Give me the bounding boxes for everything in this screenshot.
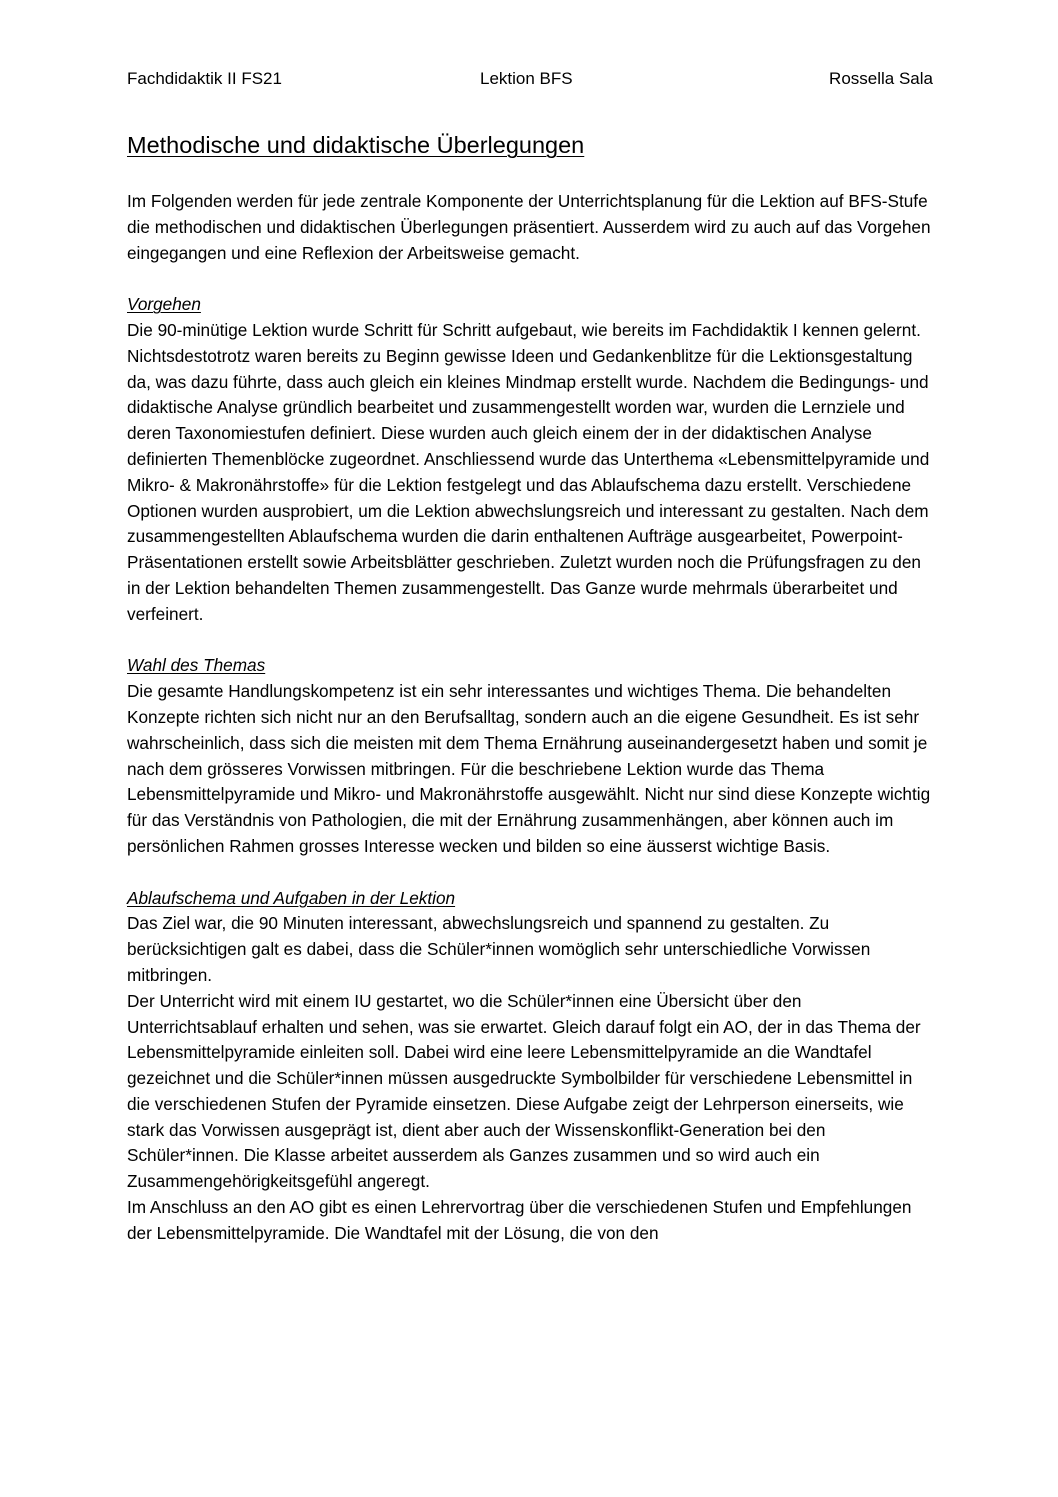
page-header [127,66,933,92]
section-heading-wahl: Wahl des Themas [127,655,266,676]
header-lesson: Lektion BFS [480,69,573,88]
header-author: Rossella Sala [829,69,933,88]
section-text-ablauf-1: Das Ziel war, die 90 Minuten interessant, abwechslungsreich und spannend zu gestalten. Zu berücksichtigen galt es dabei, dass die Schüler*innen womöglich sehr unterschiedliche Vorwissen mitbringen. [127,913,871,985]
intro-paragraph: Im Folgenden werden für jede zentrale Komponente der Unterrichtsplanung für die Lektion auf BFS-Stufe die methodischen und didaktischen Überlegungen präsentiert. Ausserdem wird zu auch auf das Vorgehen eingegangen und eine Reflexion der Arbeitsweise gemacht. [127,191,931,263]
section-text-vorgehen: Die 90-minütige Lektion wurde Schritt für Schritt aufgebaut, wie bereits im Fachdidaktik I kennen gelernt. Nichtsdestotrotz waren bereits zu Beginn gewisse Ideen und Gedankenblitze für die Lektionsgestaltung da, was dazu führte, dass auch gleich ein kleines Mindmap erstellt wurde. Nachdem die Bedingungs- und didaktische Analyse gründlich bearbeitet und zusammengestellt worden war, wurden die Lernziele und deren Taxonomiestufen definiert. Diese wurden auch gleich einem der in der didaktischen Analyse definierten Themenblöcke zugeordnet. Anschliessend wurde das Unterthema «Lebensmittelpyramide und Mikro- & Makronährstoffe» für die Lektion festgelegt und das Ablaufschema dazu erstellt. Verschiedene Optionen wurden ausprobiert, um die Lektion abwechslungsreich und interessant zu gestalten. Nach dem zusammengestellten Ablaufschema wurden die darin enthaltenen Aufträge ausgearbeitet, Powerpoint-Präsentationen erstellt sowie Arbeitsblätter geschrieben. Zuletzt wurden noch die Prüfungsfragen zu den in der Lektion behandelten Themen zusammengestellt. Das Ganze wurde mehrmals überarbeitet und verfeinert. [127,319,930,624]
section-text-wahl: Die gesamte Handlungskompetenz ist ein sehr interessantes und wichtiges Thema. Die behandelten Konzepte richten sich nicht nur an den Berufsalltag, sondern auch an die eigene Gesundheit. Es ist sehr wahrscheinlich, dass sich die meisten mit dem Thema Ernährung auseinandergesetzt haben und somit je nach dem grösseres Vorwissen mitbringen. Für die beschriebene Lektion wurde das Thema Lebensmittelpyramide und Mikro- und Makronährstoffe ausgewählt. Nicht nur sind diese Konzepte wichtig für das Verständnis von Pathologien, die mit der Ernährung zusammenhängen, aber können auch im persönlichen Rahmen grosses Interesse wecken und bilden so eine äusserst wichtige Basis. [127,681,931,856]
spacer [127,628,933,654]
section-heading-vorgehen: Vorgehen [127,294,201,315]
section-text-ablauf-2: Der Unterricht wird mit einem IU gestartet, wo die Schüler*innen eine Übersicht über den Unterrichtsablauf erhalten und sehen, was sie erwartet. Gleich darauf folgt ein AO, der in das Thema der Lebensmittelpyramide einleiten soll. Dabei wird eine leere Lebensmittelpyramide an die Wandtafel gezeichnet und die Schüler*innen müssen ausgedruckte Symbolbilder für verschiedene Lebensmittel in die verschiedenen Stufen der Pyramide einsetzen. Diese Aufgabe zeigt der Lehrperson einerseits, wie stark das Vorwissen ausgeprägt ist, dient aber auch der Wissenskonflikt-Generation bei den Schüler*innen. Die Klasse arbeitet ausserdem als Ganzes zusammen und so wird auch ein Zusammengehörigkeitsgefühl angeregt. [127,990,921,1192]
section-heading-ablauf: Ablaufschema und Aufgaben in der Lektion [127,887,456,908]
page-title: Methodische und didaktische Überlegungen [127,132,585,158]
spacer [127,860,933,886]
header-course: Fachdidaktik II FS21 [127,69,282,88]
spacer [127,266,933,292]
document-body [127,189,933,1247]
section-text-ablauf-3: Im Anschluss an den AO gibt es einen Lehrervortrag über die verschiedenen Stufen und Empfehlungen der Lebensmittelpyramide. Die Wandtafel mit der Lösung, die von den [127,1197,912,1243]
